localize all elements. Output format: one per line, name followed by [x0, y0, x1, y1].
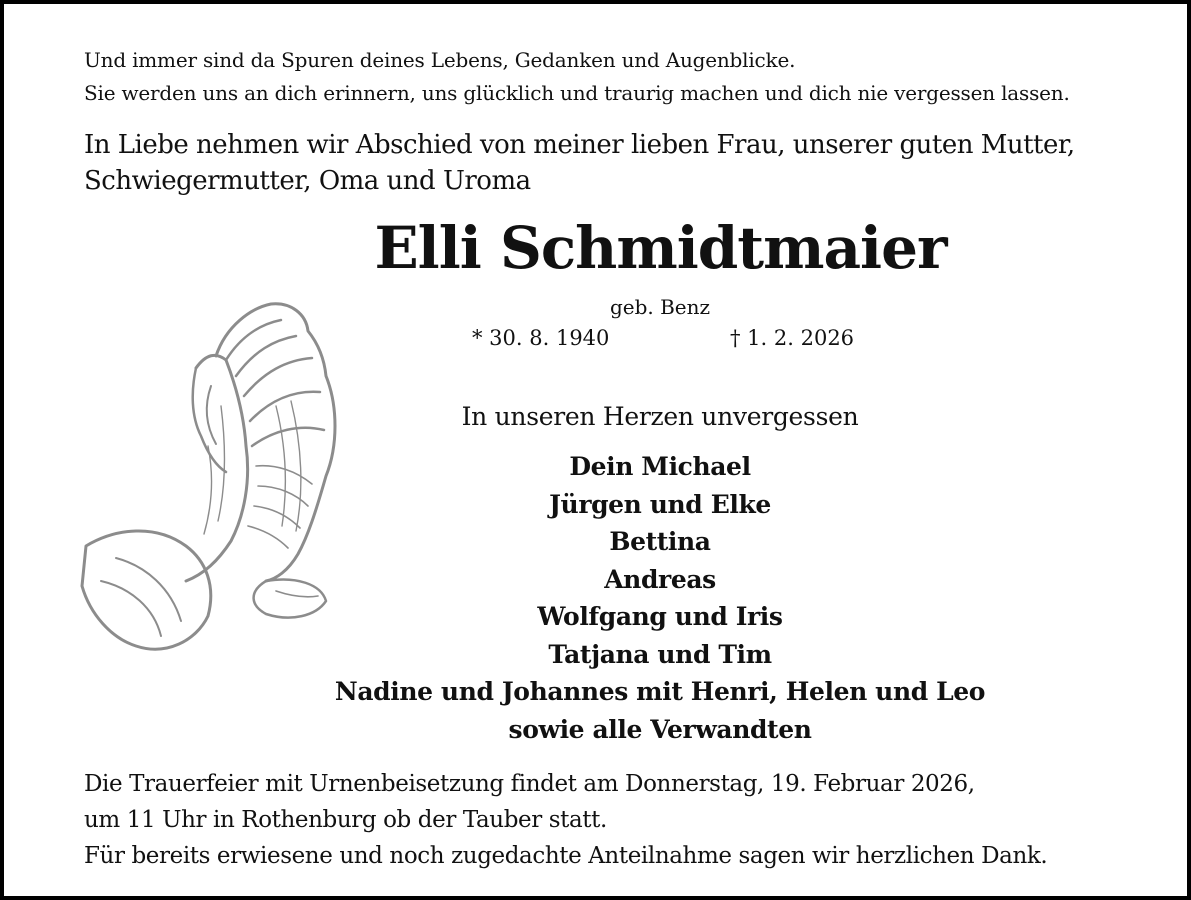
memorial-poem: [84, 44, 1070, 110]
list-item: sowie alle Verwandten: [508, 714, 812, 744]
intro-text: [84, 127, 1075, 199]
intro-line-2: Schwiegermutter, Oma und Uroma: [84, 166, 531, 196]
death-date: † 1. 2. 2026: [730, 326, 855, 350]
list-item: Dein Michael: [569, 452, 751, 481]
birth-name: geb. Benz: [609, 295, 711, 319]
poem-line-2: Sie werden uns an dich erinnern, uns glücklich und traurig machen und dich nie vergessen lassen.: [84, 81, 1070, 105]
list-item: Wolfgang und Iris: [537, 602, 783, 631]
list-item: Tatjana und Tim: [548, 639, 772, 669]
deceased-name: Elli Schmidtmaier: [374, 214, 947, 282]
intro-line-1: In Liebe nehmen wir Abschied von meiner lieben Frau, unserer guten Mutter,: [84, 130, 1075, 160]
list-item: Jürgen und Elke: [549, 489, 771, 519]
motto: In unseren Herzen unvergessen: [461, 402, 859, 431]
birth-date: * 30. 8. 1940: [472, 326, 610, 350]
list-item: Bettina: [609, 527, 711, 556]
closing-line-3: Für bereits erwiesene und noch zugedachte Anteilnahme sagen wir herzlichen Dank.: [84, 843, 1048, 869]
mourner-list: [260, 448, 1060, 748]
closing-line-1: Die Trauerfeier mit Urnenbeisetzung findet am Donnerstag, 19. Februar 2026,: [84, 771, 975, 797]
closing-text: [84, 766, 1047, 874]
poem-line-1: Und immer sind da Spuren deines Lebens, Gedanken und Augenblicke.: [84, 48, 796, 72]
list-item: Andreas: [604, 564, 716, 594]
closing-line-2: um 11 Uhr in Rothenburg ob der Tauber statt.: [84, 807, 607, 833]
list-item: Nadine und Johannes mit Henri, Helen und Leo: [334, 677, 986, 706]
